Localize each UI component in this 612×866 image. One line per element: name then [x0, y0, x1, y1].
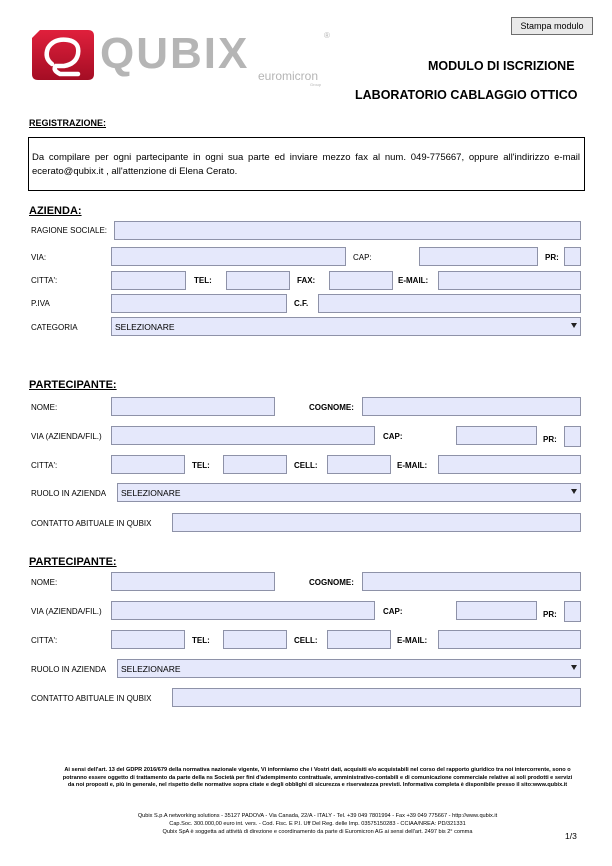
- categoria-value: SELEZIONARE: [115, 322, 175, 332]
- chevron-down-icon: [571, 665, 577, 670]
- company-email-field[interactable]: [438, 271, 581, 290]
- p2-pr-label: PR:: [543, 610, 557, 619]
- company-email-label: E-MAIL:: [398, 276, 429, 285]
- company-citta-label: CITTA':: [31, 276, 58, 285]
- p2-ruolo-value: SELEZIONARE: [121, 664, 181, 674]
- p1-email-field[interactable]: [438, 455, 581, 474]
- svg-text:QUBIX: QUBIX: [100, 29, 250, 78]
- print-form-button[interactable]: Stampa modulo: [511, 17, 593, 35]
- p2-ruolo-label: RUOLO IN AZIENDA: [31, 665, 107, 674]
- p2-cell-label: CELL:: [294, 636, 318, 645]
- p1-citta-field[interactable]: [111, 455, 185, 474]
- p2-email-label: E-MAIL:: [397, 636, 428, 645]
- ragione-sociale-label: RAGIONE SOCIALE:: [31, 226, 108, 235]
- p2-contatto-label: CONTATTO ABITUALE IN QUBIX: [31, 694, 152, 703]
- p2-email-field[interactable]: [438, 630, 581, 649]
- p1-cap-field[interactable]: [456, 426, 537, 445]
- company-cap-field[interactable]: [419, 247, 538, 266]
- p1-nome-field[interactable]: [111, 397, 275, 416]
- p2-cognome-field[interactable]: [362, 572, 581, 591]
- company-pr-field[interactable]: [564, 247, 581, 266]
- categoria-select[interactable]: [111, 317, 581, 336]
- form-title: MODULO DI ISCRIZIONE: [428, 59, 575, 73]
- company-info-line-3: Qubix SpA è soggetta ad attività di direzione e coordinamento da parte di Euromicron AG ai sensi dell'art. 2497 bis 2° comma: [162, 829, 473, 835]
- cf-label: C.F.: [294, 299, 309, 308]
- p2-citta-label: CITTA':: [31, 636, 58, 645]
- company-info-line-1: Qubix S.p.A networking solutions - 35127 PADOVA - Via Canada, 22/A - ITALY - Tel. +39 049 7801994 - Fax +39 049 775667 - http://www.qubix.it: [137, 813, 498, 819]
- p1-pr-label: PR:: [543, 435, 557, 444]
- p1-tel-field[interactable]: [223, 455, 287, 474]
- page-number: 1/3: [565, 831, 577, 841]
- p1-citta-label: CITTA':: [31, 461, 58, 470]
- p1-cognome-label: COGNOME:: [309, 403, 354, 412]
- piva-label: P.IVA: [31, 299, 50, 308]
- company-info-line-2: Cap.Soc. 300.000,00 euro int. vers. - Cod. Fisc. E P.I. Uff Del Reg. delle Imp. 03575150283 - CCIAA/NREA: PD/321331: [169, 821, 466, 827]
- p1-contatto-field[interactable]: [172, 513, 581, 532]
- p2-nome-label: NOME:: [31, 578, 58, 587]
- company-via-field[interactable]: [111, 247, 346, 266]
- p2-cell-field[interactable]: [327, 630, 391, 649]
- company-tel-field[interactable]: [226, 271, 290, 290]
- company-cap-label: CAP:: [353, 253, 372, 262]
- p1-ruolo-label: RUOLO IN AZIENDA: [31, 489, 107, 498]
- svg-text:Group: Group: [310, 82, 322, 87]
- p1-email-label: E-MAIL:: [397, 461, 428, 470]
- registration-heading: REGISTRAZIONE:: [29, 118, 107, 128]
- p2-ruolo-select[interactable]: [117, 659, 581, 678]
- p1-nome-label: NOME:: [31, 403, 58, 412]
- p2-cap-field[interactable]: [456, 601, 537, 620]
- company-fax-label: FAX:: [297, 276, 316, 285]
- qubix-logo-mark-icon: [30, 28, 330, 88]
- p2-pr-field[interactable]: [564, 601, 581, 622]
- company-tel-label: TEL:: [194, 276, 212, 285]
- p1-cell-field[interactable]: [327, 455, 391, 474]
- p1-contatto-label: CONTATTO ABITUALE IN QUBIX: [31, 519, 152, 528]
- p1-cap-label: CAP:: [383, 432, 403, 441]
- p1-ruolo-select[interactable]: [117, 483, 581, 502]
- qubix-logo: [30, 28, 330, 93]
- p2-cognome-label: COGNOME:: [309, 578, 354, 587]
- p1-cell-label: CELL:: [294, 461, 318, 470]
- p2-via-label: VIA (AZIENDA/FIL.): [31, 607, 102, 616]
- p1-pr-field[interactable]: [564, 426, 581, 447]
- p1-tel-label: TEL:: [192, 461, 210, 470]
- p2-citta-field[interactable]: [111, 630, 185, 649]
- ragione-sociale-field[interactable]: [114, 221, 581, 240]
- p2-tel-label: TEL:: [192, 636, 210, 645]
- privacy-notice: Ai sensi dell'art. 13 del GDPR 2016/679 della normativa nazionale vigente, Vi informiamo che i Vostri dati, acquisiti e/o acquistabili nel corso del rapporto giuridico tra noi intercorrente, sono o potranno essere oggetto di trattamento da parte della ns Società per fini d'adempimento contrattuale, amministrativo-contabili e di comunicazione commerciale relative ai soli prodotti e servizi da noi proposti e, più in generale, nel rispetto delle normative sopra citate e degli obblighi di sicurezza e riservatezza previsti. Informativa completa è disponibile presso il sito:www.qubix.it: [62, 767, 573, 789]
- company-heading: AZIENDA:: [29, 205, 82, 217]
- p2-tel-field[interactable]: [223, 630, 287, 649]
- chevron-down-icon: [571, 489, 577, 494]
- p1-via-label: VIA (AZIENDA/FIL.): [31, 432, 102, 441]
- categoria-label: CATEGORIA: [31, 323, 78, 332]
- p1-ruolo-value: SELEZIONARE: [121, 488, 181, 498]
- registration-instructions: Da compilare per ogni partecipante in ogni sua parte ed inviare mezzo fax al num. 049-775667, oppure all'indirizzo e-mail ecerato@qubix.it , all'attenzione di Elena Cerato.: [28, 137, 585, 191]
- company-citta-field[interactable]: [111, 271, 186, 290]
- p2-contatto-field[interactable]: [172, 688, 581, 707]
- company-pr-label: PR:: [545, 253, 559, 262]
- company-fax-field[interactable]: [329, 271, 393, 290]
- participant-1-heading: PARTECIPANTE:: [29, 379, 117, 391]
- p2-cap-label: CAP:: [383, 607, 403, 616]
- participant-2-heading: PARTECIPANTE:: [29, 556, 117, 568]
- p1-via-field[interactable]: [111, 426, 375, 445]
- chevron-down-icon: [571, 323, 577, 328]
- svg-text:®: ®: [324, 31, 330, 40]
- p2-nome-field[interactable]: [111, 572, 275, 591]
- p1-cognome-field[interactable]: [362, 397, 581, 416]
- company-via-label: VIA:: [31, 253, 47, 262]
- p2-via-field[interactable]: [111, 601, 375, 620]
- piva-field[interactable]: [111, 294, 287, 313]
- form-subtitle: LABORATORIO CABLAGGIO OTTICO: [355, 88, 578, 102]
- cf-field[interactable]: [318, 294, 581, 313]
- svg-text:euromicron: euromicron: [258, 69, 319, 83]
